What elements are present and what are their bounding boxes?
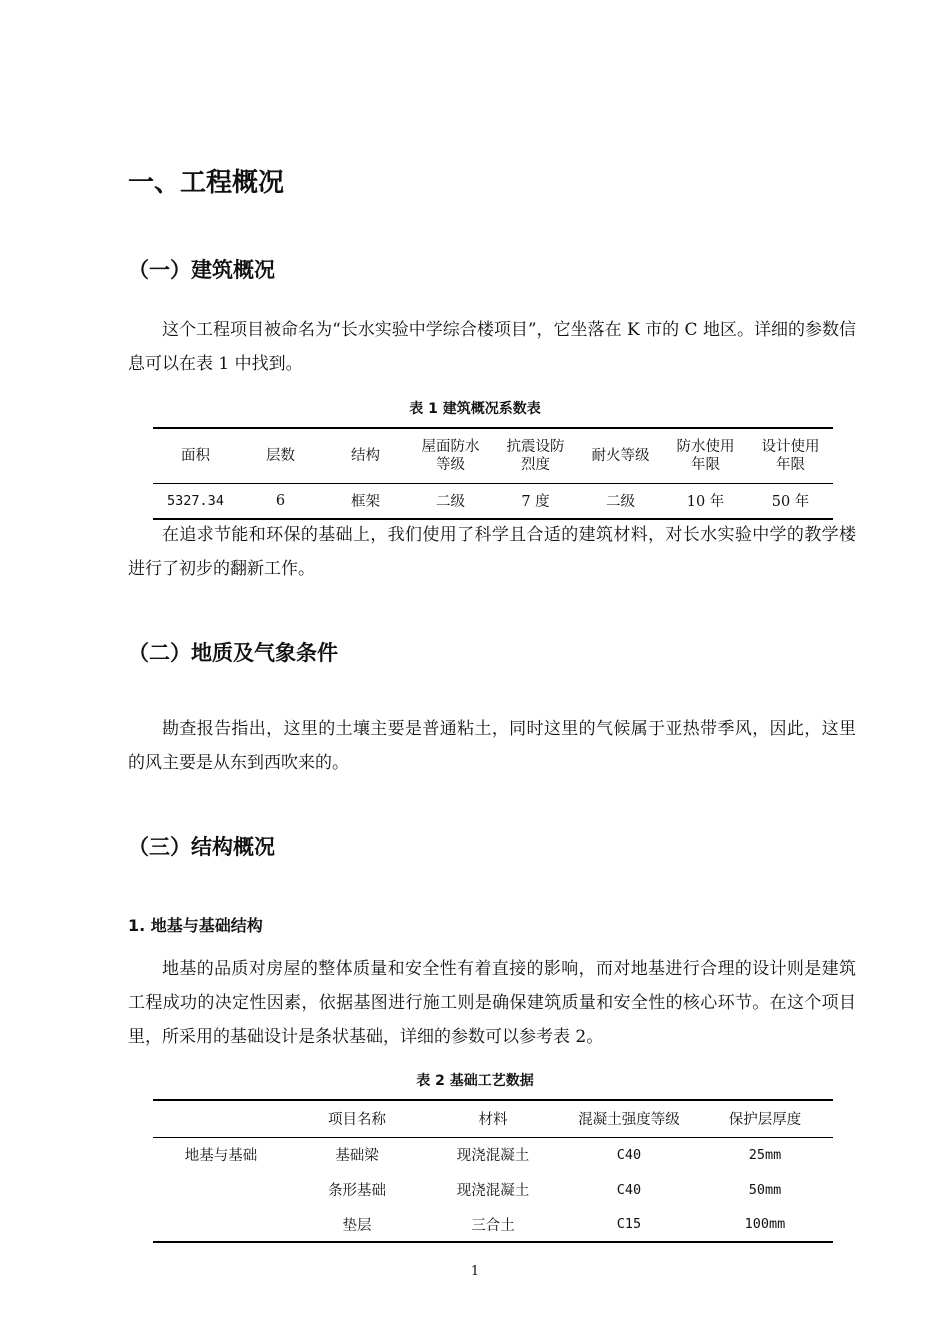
table2-header-cell: 保护层厚度 — [728, 1112, 802, 1129]
table1-cell-area: 5327.34 — [167, 492, 224, 509]
table1-cell-seismic: 7 度 — [521, 494, 550, 511]
table2-header-cell: 项目名称 — [328, 1112, 386, 1129]
table-row — [153, 483, 833, 519]
paragraph-foundation: 地基的品质对房屋的整体质量和安全性有着直接的影响，而对地基进行合理的设计则是建筑工程成功的决定性因素，依据基图进行施工则是确保建筑质量和安全性的核心环节。在这个项目里，所采用的基础设计是条状基础，详细的参数可以参考表 2。 — [128, 959, 856, 1047]
table2-cell-material: 现浇混凝土 — [456, 1183, 530, 1199]
table2-caption: 表 2 基础工艺数据 — [416, 1073, 534, 1089]
table2-group-empty — [153, 1172, 289, 1207]
building-parameters-table — [153, 427, 833, 520]
paragraph-renovation: 在追求节能和环保的基础上，我们使用了科学且合适的建筑材料，对长水实验中学的教学楼进行了初步的翻新工作。 — [128, 525, 856, 579]
table2-header-cell: 材料 — [478, 1112, 508, 1129]
table2-group-label: 地基与基础 — [184, 1148, 258, 1165]
table1-header-cell: 防水使用 年限 — [676, 438, 735, 473]
table1-header-cell: 结构 — [351, 447, 380, 464]
table1-cell-structure: 框架 — [351, 494, 380, 511]
paragraph-project-intro: 这个工程项目被命名为“长水实验中学综合楼项目”，它坐落在 K 市的 C 地区。详细的参数信息可以在表 1 中找到。 — [128, 320, 856, 374]
table1-header-cell: 屋面防水 等级 — [421, 438, 480, 473]
table2-cell-item: 垫层 — [342, 1217, 372, 1234]
subheading-foundation: 1. 地基与基础结构 — [128, 916, 263, 935]
table-row — [153, 1172, 833, 1207]
table2-cell-cover: 100mm — [744, 1216, 786, 1232]
subheading-geology-climate: （二）地质及气象条件 — [128, 641, 338, 665]
table1-cell-design-life: 50 年 — [771, 494, 810, 511]
page-number: 1 — [470, 1264, 480, 1279]
table2-cell-grade: C15 — [616, 1216, 642, 1232]
table1-cell-roof-waterproof: 二级 — [436, 494, 465, 511]
table1-header-cell: 抗震设防 烈度 — [506, 438, 565, 473]
section-heading-project-overview: 一、工程概况 — [128, 168, 285, 198]
table1-header-cell: 耐火等级 — [591, 447, 650, 464]
table2-header-cell: 混凝土强度等级 — [578, 1112, 680, 1129]
table1-header-cell: 面积 — [181, 447, 210, 464]
table2-cell-item: 基础梁 — [335, 1148, 379, 1165]
subheading-building-overview: （一）建筑概况 — [128, 258, 275, 282]
table2-cell-grade: C40 — [616, 1146, 642, 1163]
table2-group-empty — [153, 1207, 289, 1242]
table2-cell-cover: 25mm — [748, 1146, 782, 1163]
table1-cell-waterproof-life: 10 年 — [686, 494, 725, 511]
table2-cell-item: 条形基础 — [328, 1183, 386, 1199]
table1-cell-floors: 6 — [275, 492, 286, 509]
table1-header-row — [153, 428, 833, 483]
table2-header-cell — [153, 1100, 289, 1137]
table-row — [153, 1137, 833, 1172]
foundation-process-table — [153, 1099, 833, 1243]
subheading-structure-overview: （三）结构概况 — [128, 835, 275, 859]
table1-header-cell: 层数 — [266, 447, 295, 464]
table2-header-row — [153, 1100, 833, 1137]
paragraph-geology: 勘查报告指出，这里的土壤主要是普通粘土，同时这里的气候属于亚热带季风，因此，这里的风主要是从东到西吹来的。 — [128, 719, 856, 773]
table2-cell-material: 现浇混凝土 — [456, 1148, 530, 1165]
table-row — [153, 1207, 833, 1242]
table1-header-cell: 设计使用 年限 — [761, 438, 820, 473]
table2-cell-cover: 50mm — [748, 1181, 782, 1198]
table2-cell-grade: C40 — [616, 1181, 642, 1198]
table2-cell-material: 三合土 — [471, 1217, 515, 1234]
table1-cell-fire-rating: 二级 — [606, 494, 635, 511]
table1-caption: 表 1 建筑概况系数表 — [409, 401, 541, 417]
